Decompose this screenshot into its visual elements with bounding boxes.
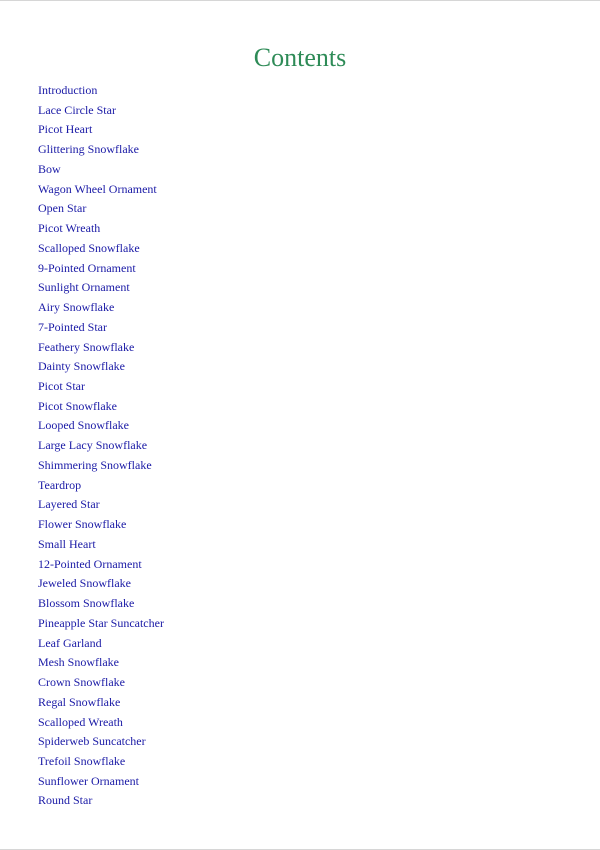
toc-item	[38, 673, 164, 693]
toc-link[interactable]: Jeweled Snowflake	[38, 576, 131, 591]
toc-link[interactable]: Picot Heart	[38, 122, 93, 137]
toc-item	[38, 456, 164, 476]
toc-link[interactable]: Layered Star	[38, 497, 100, 512]
toc-link[interactable]: Bow	[38, 161, 61, 176]
toc-link[interactable]: Wagon Wheel Ornament	[38, 181, 157, 196]
toc-link[interactable]: Shimmering Snowflake	[38, 457, 152, 472]
toc-item	[38, 278, 164, 298]
toc-link[interactable]: Picot Snowflake	[38, 398, 117, 413]
toc-item	[38, 515, 164, 535]
toc-item	[38, 338, 164, 358]
toc-item	[38, 732, 164, 752]
toc-link[interactable]: Leaf Garland	[38, 635, 102, 650]
toc-link[interactable]: Spiderweb Suncatcher	[38, 734, 146, 749]
toc-item	[38, 574, 164, 594]
toc-link[interactable]: Airy Snowflake	[38, 300, 115, 315]
toc-item	[38, 239, 164, 259]
toc-link[interactable]: Mesh Snowflake	[38, 655, 119, 670]
toc-link[interactable]: 9-Pointed Ornament	[38, 260, 136, 275]
toc-link[interactable]: Looped Snowflake	[38, 418, 129, 433]
toc-link[interactable]: Glittering Snowflake	[38, 142, 139, 157]
toc-link[interactable]: Introduction	[38, 83, 98, 97]
toc-link[interactable]: Crown Snowflake	[38, 675, 125, 690]
toc-link[interactable]: 12-Pointed Ornament	[38, 556, 142, 571]
toc-item	[38, 219, 164, 239]
toc-link[interactable]: Dainty Snowflake	[38, 359, 125, 374]
toc-item	[38, 535, 164, 555]
toc-link[interactable]: Pineapple Star Suncatcher	[38, 615, 164, 630]
toc-item	[38, 752, 164, 772]
toc-item	[38, 377, 164, 397]
toc-item	[38, 436, 164, 456]
toc-item	[38, 140, 164, 160]
toc-link[interactable]: Picot Star	[38, 379, 85, 394]
toc-link[interactable]: Feathery Snowflake	[38, 339, 135, 354]
toc-item	[38, 259, 164, 279]
toc-item	[38, 81, 164, 101]
toc-link[interactable]: Flower Snowflake	[38, 517, 127, 532]
toc-link[interactable]: Scalloped Wreath	[38, 714, 123, 729]
toc-item	[38, 160, 164, 180]
toc-item	[38, 653, 164, 673]
toc-link[interactable]: Sunlight Ornament	[38, 280, 130, 295]
toc-link[interactable]: Lace Circle Star	[38, 102, 116, 117]
toc-link[interactable]: Large Lacy Snowflake	[38, 438, 148, 453]
toc-item	[38, 713, 164, 733]
toc-link[interactable]: Open Star	[38, 201, 87, 216]
toc-link[interactable]: Regal Snowflake	[38, 694, 121, 709]
toc-item	[38, 614, 164, 634]
toc-link[interactable]: Trefoil Snowflake	[38, 753, 126, 768]
toc-item	[38, 101, 164, 121]
toc-item	[38, 180, 164, 200]
toc-item	[38, 772, 164, 792]
table-of-contents	[38, 81, 164, 811]
toc-item	[38, 416, 164, 436]
toc-item	[38, 495, 164, 515]
toc-item	[38, 199, 164, 219]
toc-item	[38, 791, 164, 811]
toc-link[interactable]: Small Heart	[38, 536, 96, 551]
toc-item	[38, 634, 164, 654]
toc-item	[38, 397, 164, 417]
toc-link[interactable]: Blossom Snowflake	[38, 596, 135, 611]
toc-item	[38, 693, 164, 713]
toc-link[interactable]: Scalloped Snowflake	[38, 240, 140, 255]
toc-link[interactable]: Sunflower Ornament	[38, 773, 139, 788]
toc-item	[38, 555, 164, 575]
toc-item	[38, 357, 164, 377]
toc-link[interactable]: Teardrop	[38, 477, 82, 492]
toc-item	[38, 318, 164, 338]
toc-link[interactable]: Round Star	[38, 793, 93, 808]
toc-item	[38, 298, 164, 318]
toc-item	[38, 476, 164, 496]
toc-item	[38, 120, 164, 140]
toc-link[interactable]: Picot Wreath	[38, 221, 101, 236]
toc-link[interactable]: 7-Pointed Star	[38, 319, 107, 334]
toc-item	[38, 594, 164, 614]
page-title: Contents	[253, 43, 347, 72]
